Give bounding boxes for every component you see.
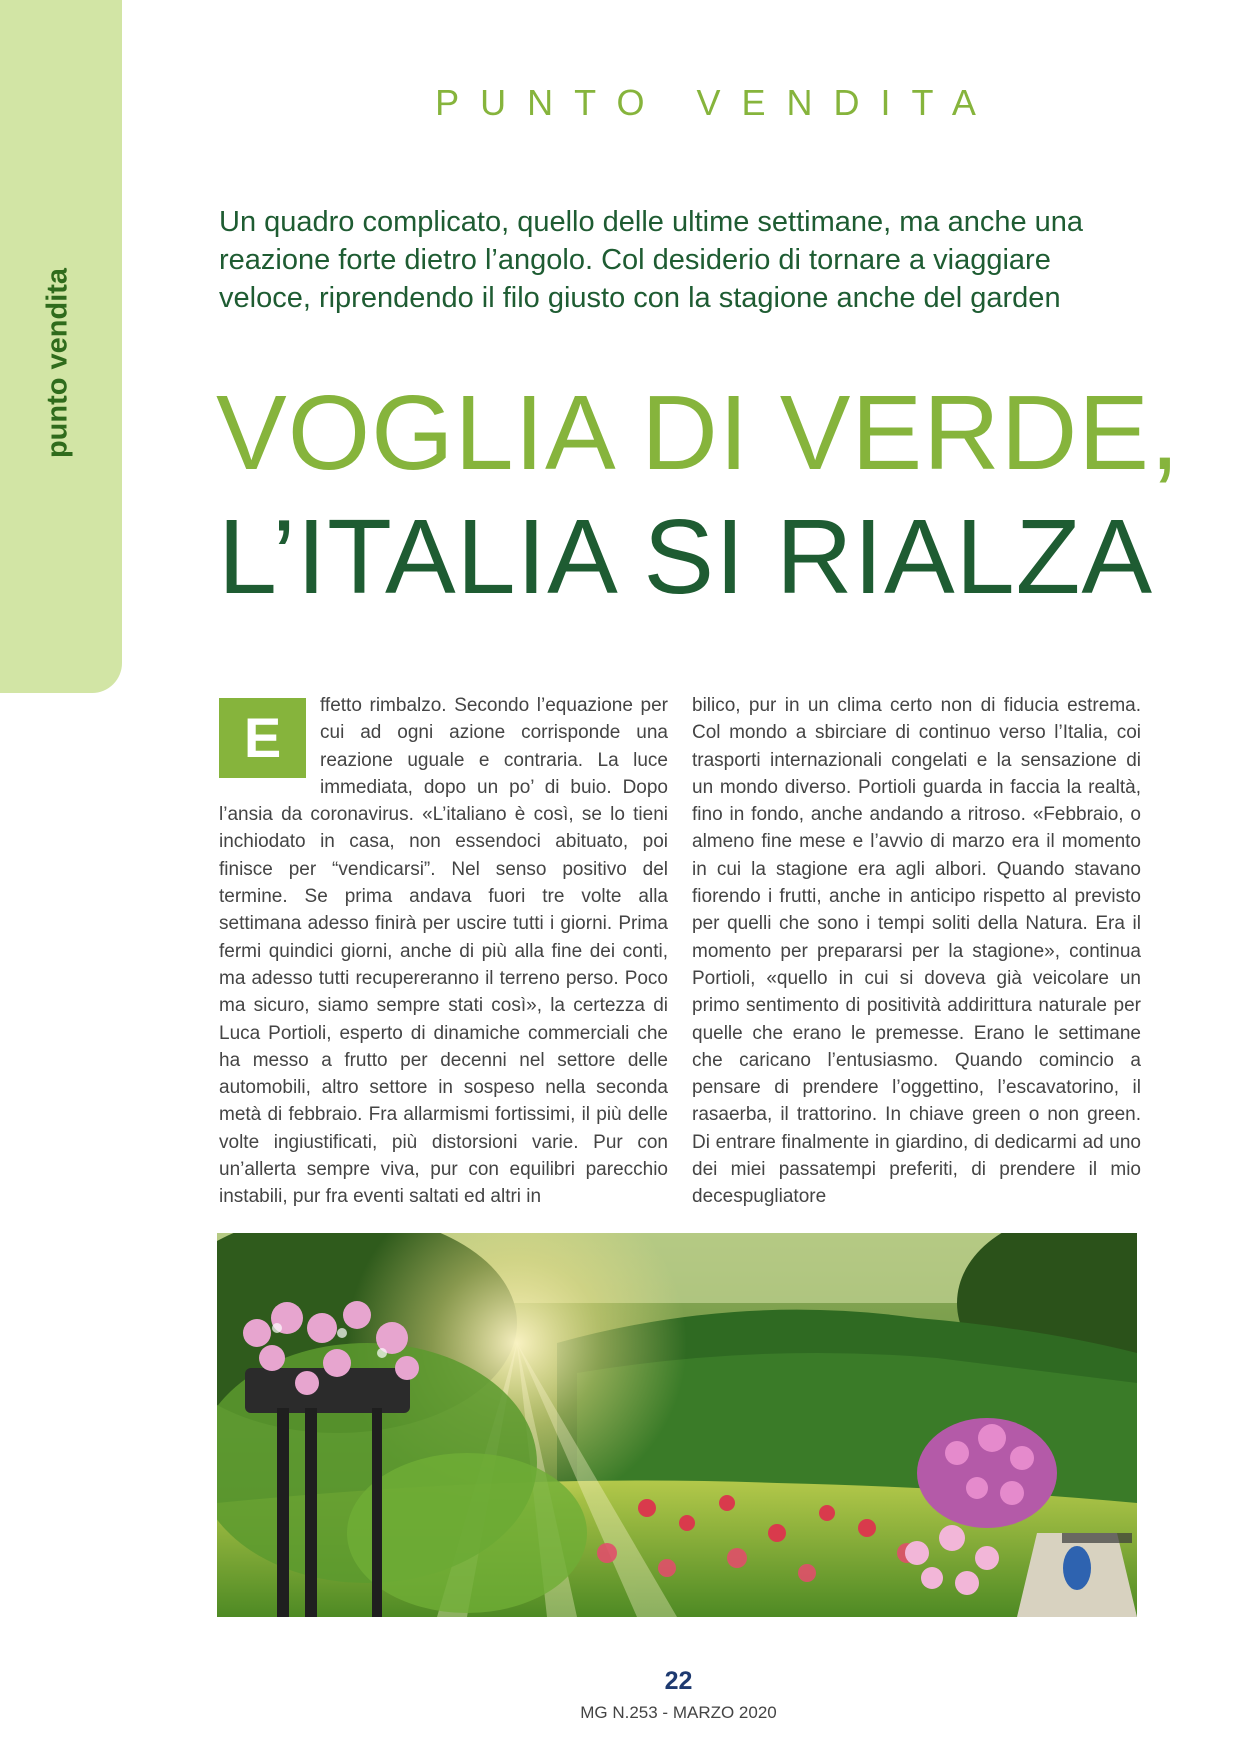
garden-photo — [217, 1233, 1137, 1617]
article-column-right — [692, 692, 1141, 1211]
article-body-col1: ffetto rimbalzo. Secondo l’equazione per cui ad ogni azione corrisponde una reazione uguale e contraria. La luce immediata, dopo un po’ di buio. Dopo l’ansia da coronavirus. «L’italiano è così, se lo tieni inchiodato in casa, non essendoci abituato, poi finisce per “vendicarsi”. Nel senso positivo del termine. Se prima andava fuori tre volte alla settimana adesso finirà per uscire tutti i giorni. Prima fermi quindici giorni, anche di più alla fine dei conti, ma adesso tutti recupereranno il terreno perso. Poco ma sicuro, siamo sempre stati così», la certezza di Luca Portioli, esperto di dinamiche commerciali che ha messo a frutto per decenni nel settore delle automobili, altro settore in sospeso nella seconda metà di febbraio. Fra allarmismi fortissimi, il più delle volte ingiustificati, più distorsioni varie. Pur con un’allerta sempre viva, pur con equilibri parecchio instabili, pur fra eventi saltati ed altri in — [219, 695, 668, 1208]
page-number: 22 — [664, 1667, 693, 1695]
drop-cap: E — [219, 698, 306, 778]
article-column-left — [219, 692, 668, 1211]
article-body-col2: bilico, pur in un clima certo non di fiducia estrema. Col mondo a sbirciare di continuo verso l’Italia, coi trasporti internazionali congelati e la sensazione di un mondo diverso. Portioli guarda in faccia la realtà, fino in fondo, anche andando a ritroso. «Febbraio, o almeno fine mese e l’avvio di marzo era il momento in cui la stagione era agli albori. Quando stavano fiorendo i frutti, anche in anticipo rispetto al previsto per quelli che sono i tempi soliti della Natura. Era il momento per prepararsi per la stagione», continua Portioli, «quello in cui si doveva già veicolare un primo sentimento di positività addirittura naturale per quelle che erano le premesse. Erano le settimane che caricano l’entusiasmo. Quando comincio a pensare di prendere l’oggettino, l’escavatorino, il rasaerba, il trattorino. In chiave green o non green. Di entrare finalmente in giardino, di dedicarmi ad uno dei miei passatempi preferiti, di prendere il mio decespugliatore — [692, 695, 1141, 1208]
article-subtitle: Un quadro complicato, quello delle ultime settimane, ma anche una reazione forte dietro l’angolo. Col desiderio di tornare a viaggiare veloce, riprendendo il filo giusto con la stagione anche del garden — [219, 206, 1084, 314]
issue-line: MG N.253 - MARZO 2020 — [580, 1703, 777, 1722]
article-title-line2: L’ITALIA SI RIALZA — [218, 498, 1154, 616]
section-kicker: PUNTO VENDITA — [435, 82, 997, 123]
article-title-line1: VOGLIA DI VERDE, — [216, 374, 1181, 492]
sidebar-section-label: punto vendita — [41, 267, 74, 459]
